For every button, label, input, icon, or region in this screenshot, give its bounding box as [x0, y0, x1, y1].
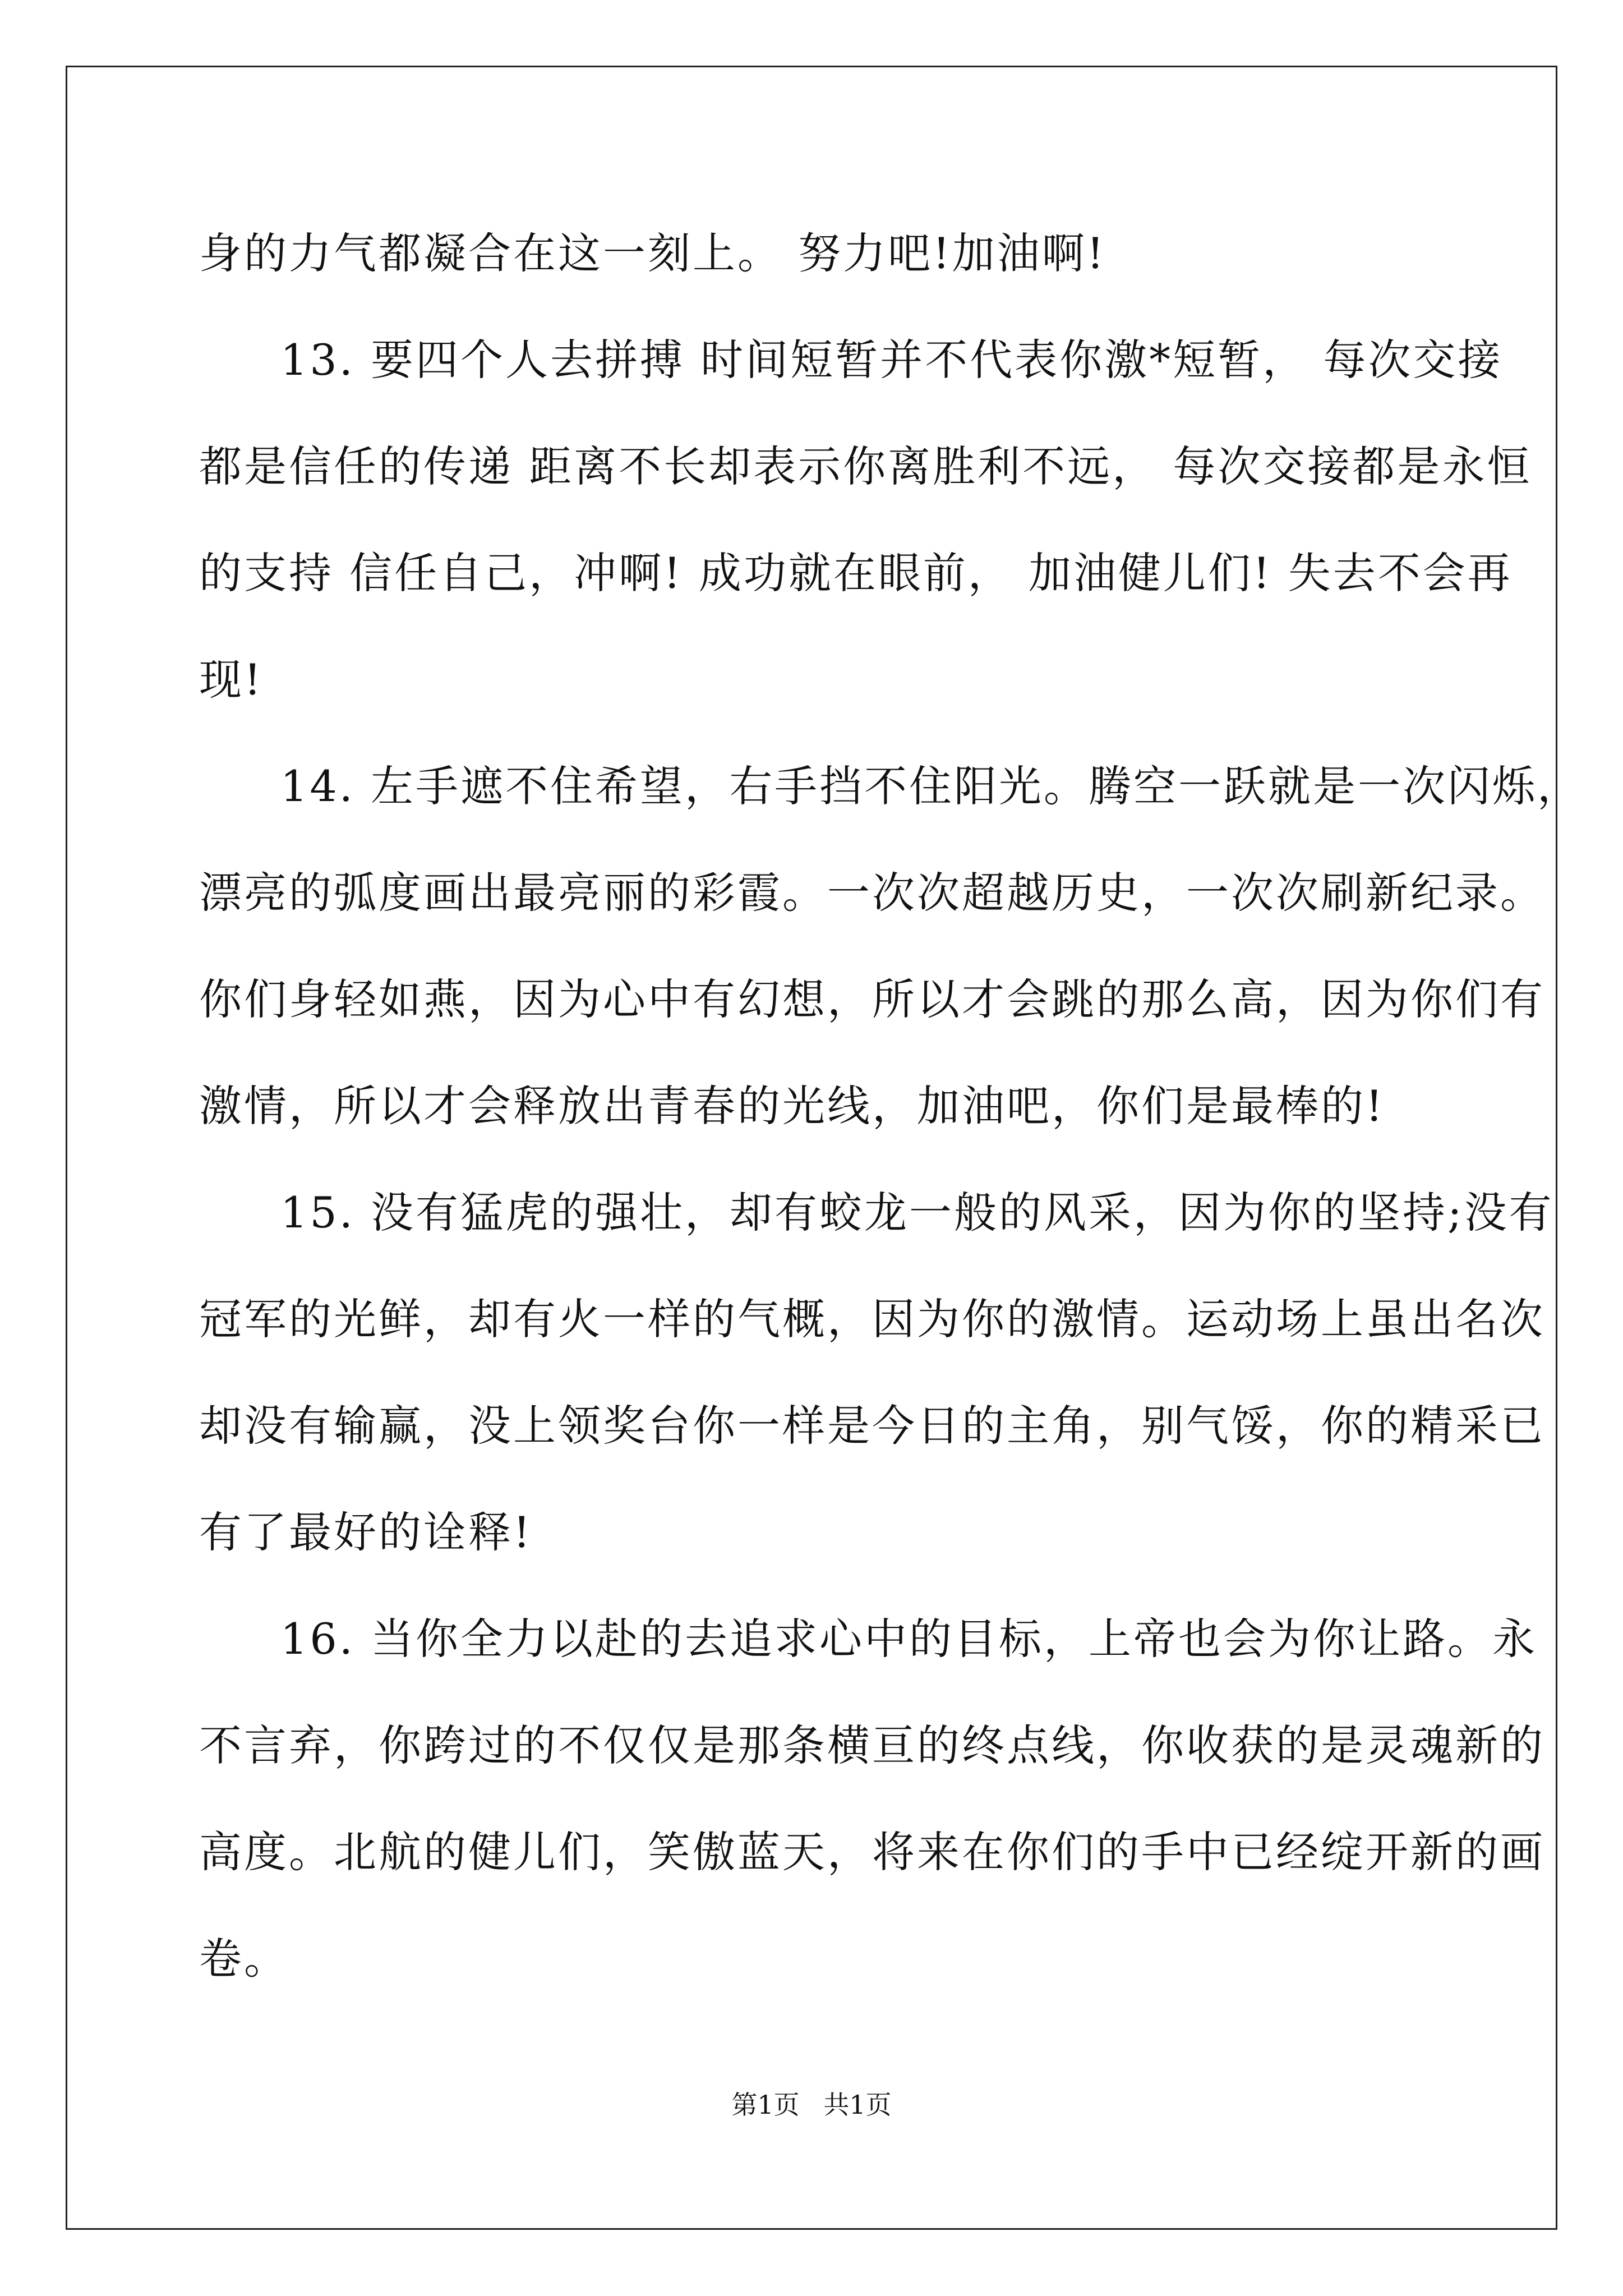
text-line: 激情，所以才会释放出青春的光线，加油吧，你们是最棒的!	[199, 1081, 1385, 1131]
text-line: 高度。北航的健儿们，笑傲蓝天，将来在你们的手中已经绽开新的画	[199, 1827, 1545, 1877]
page-footer	[0, 2088, 1623, 2122]
page-border	[66, 66, 1583, 2230]
page-number: 第1页	[731, 2090, 800, 2120]
text-line: 不言弃，你跨过的不仅仅是那条横亘的终点线，你收获的是灵魂新的	[199, 1720, 1545, 1770]
text-line: 身的力气都凝合在这一刻上。 努力吧!加油啊!	[199, 228, 1106, 278]
text-line: 现!	[199, 655, 264, 705]
text-line: 你们身轻如燕，因为心中有幻想，所以才会跳的那么高，因为你们有	[199, 974, 1545, 1024]
text-line: 冠军的光鲜，却有火一样的气概，因为你的激情。运动场上虽出名次	[199, 1294, 1545, 1344]
text-line: 的支持 信任自己，冲啊! 成功就在眼前， 加油健儿们! 失去不会再	[199, 548, 1513, 598]
text-line: 有了最好的诠释!	[199, 1507, 533, 1557]
paragraph-15-start: 15. 没有猛虎的强壮，却有蛟龙一般的风采，因为你的坚持;没有	[280, 1188, 1554, 1237]
text-line: 都是信任的传递 距离不长却表示你离胜利不远， 每次交接都是永恒	[199, 441, 1532, 491]
text-line: 卷。	[199, 1934, 289, 1984]
paragraph-16-start: 16. 当你全力以赴的去追求心中的目标，上帝也会为你让路。永	[280, 1614, 1538, 1664]
paragraph-14-start: 14. 左手遮不住希望，右手挡不住阳光。腾空一跃就是一次闪烁，	[280, 761, 1583, 811]
text-line: 却没有输赢，没上领奖台你一样是今日的主角，别气馁，你的精采已	[199, 1401, 1545, 1451]
page-count: 共1页	[823, 2090, 892, 2120]
paragraph-13-start: 13. 要四个人去拼搏 时间短暂并不代表你激*短暂， 每次交接	[280, 335, 1503, 385]
text-line: 漂亮的弧度画出最亮丽的彩霞。一次次超越历史，一次次刷新纪录。	[199, 868, 1545, 918]
